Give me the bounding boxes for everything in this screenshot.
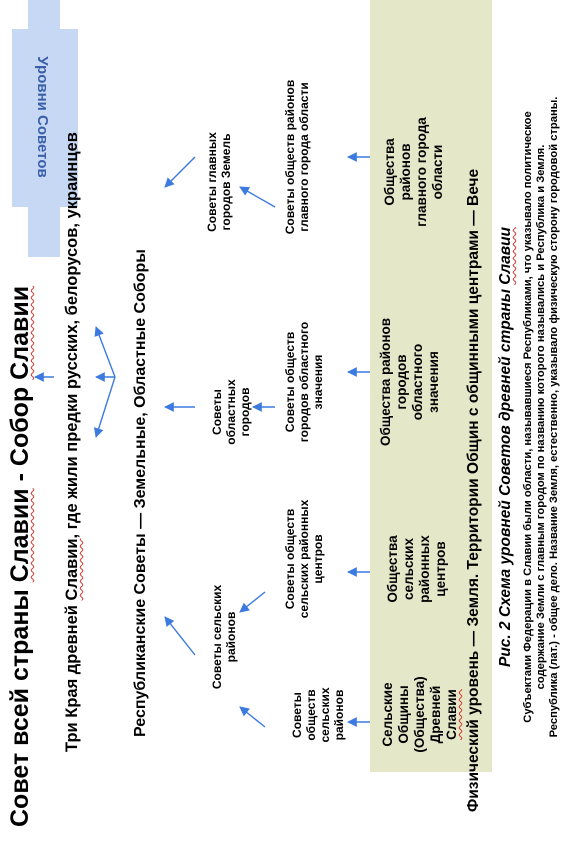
arrow-rural-comm-up <box>240 707 265 727</box>
arrow-main-comm-up <box>240 187 275 207</box>
rural-centers-communities: Общества сельских районных центров <box>385 535 448 603</box>
arrow-main-councils-up <box>165 157 195 187</box>
footnote <box>522 2 560 832</box>
subtitle: Три Края древней Славии, где жили предки русских, белорусов, украинцев <box>63 132 81 752</box>
rural-communities: Сельские Общины (Общества) Древней Славии <box>380 676 459 753</box>
levels-banner-label: Уровни Советов <box>34 56 51 178</box>
arrow-centers-comm-up <box>240 592 265 612</box>
rural-community-councils: Советы обществ сельских районов <box>290 687 346 743</box>
footnote-line-1: Субъектами Федерации в Славии были области, называвшиеся Республиками, что указывало политическое <box>522 111 534 723</box>
main-city-community-councils: Советы обществ районов главного города области <box>283 79 311 235</box>
arrow-rural-councils-up <box>165 617 195 655</box>
regional-city-community-councils: Советы обществ городов областного значения <box>283 321 325 443</box>
footnote-line-2: содержание Земли с главным городом по названию которого назывались и Республика и Земля. <box>534 144 547 690</box>
arrow-republic-subtitle-right <box>96 327 115 377</box>
regional-city-councils: Советы областных городов <box>210 379 252 445</box>
rural-centers-community-councils: Советы обществ сельских районных центров <box>283 499 325 619</box>
republic-level-label: Республиканские Советы — Земельные, Областные Соборы <box>132 249 149 737</box>
main-city-communities: Общества районов главного города области <box>382 117 445 227</box>
physical-level-label: Физический уровень — Земля. Территории Общин с общинными центрами — Вече <box>465 168 482 812</box>
main-city-councils: Советы главных городов Земель <box>205 132 233 232</box>
page-title: Совет всей страны Славии - Собор Славии <box>6 285 34 827</box>
regional-city-communities: Общества районов городов областного значения <box>378 317 441 447</box>
arrow-republic-subtitle-left <box>96 377 115 437</box>
footnote-line-3: Республика (лат.) - общее дело. Название Земля, естественно, указывало физическую сторону городовой страны. <box>547 96 560 738</box>
rural-district-councils: Советы сельских районов <box>210 584 238 690</box>
figure-caption: Рис. 2 Схема уровней Советов древней страны Славии <box>497 226 514 667</box>
